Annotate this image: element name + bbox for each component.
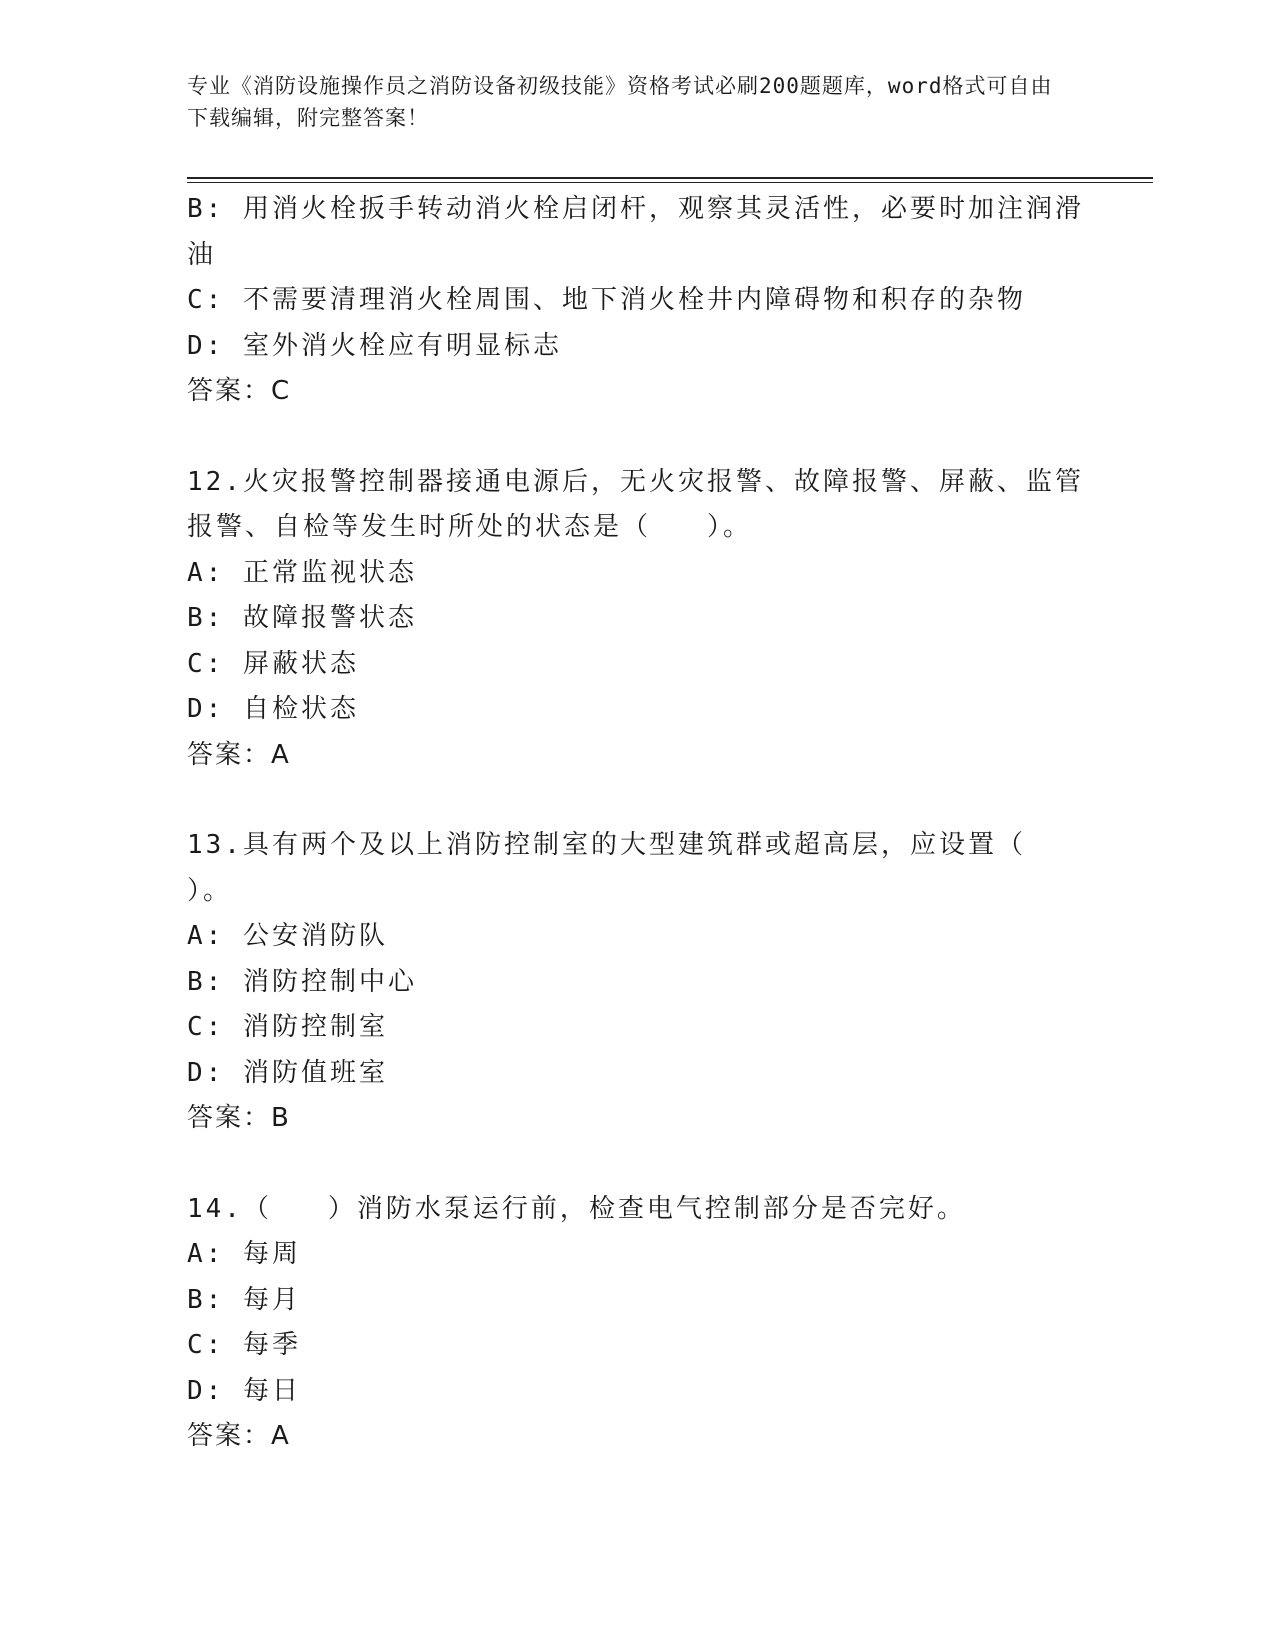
option-b: B: 消防控制中心 — [187, 966, 417, 997]
header-divider-thin — [187, 182, 1153, 183]
question-14 — [187, 1187, 1087, 1460]
spacer — [187, 778, 1087, 823]
option-c: C: 消防控制室 — [187, 1012, 388, 1042]
spacer — [187, 1142, 1087, 1187]
question-stem: 13.具有两个及以上消防控制室的大型建筑群或超高层，应设置（ ）。 — [187, 830, 1082, 906]
option-b: B: 故障报警状态 — [187, 603, 417, 633]
answer-label: 答案：A — [187, 1421, 291, 1451]
answer-label: 答案：C — [187, 376, 292, 406]
question-list — [187, 187, 1087, 1460]
option-b: B: 用消火栓扳手转动消火栓启闭杆，观察其灵活性，必要时加注润滑油 — [187, 194, 1084, 270]
question-stem: 12.火灾报警控制器接通电源后，无火灾报警、故障报警、屏蔽、监管报警、自检等发生时所处的状态是（ ）。 — [187, 466, 1084, 542]
answer-label: 答案：B — [187, 1103, 291, 1133]
option-d: D: 每日 — [187, 1375, 301, 1406]
option-a: A: 公安消防队 — [187, 921, 388, 951]
option-c: C: 屏蔽状态 — [187, 648, 359, 679]
option-b: B: 每月 — [187, 1284, 301, 1315]
answer-label: 答案：A — [187, 739, 291, 770]
header-divider-thick — [187, 177, 1153, 179]
option-d: D: 自检状态 — [187, 694, 359, 724]
question-stem: 14.（ ）消防水泵运行前，检查电气控制部分是否完好。 — [187, 1193, 966, 1224]
option-c: C: 每季 — [187, 1330, 301, 1360]
document-header — [187, 70, 1067, 134]
option-d: D: 消防值班室 — [187, 1057, 388, 1088]
option-d: D: 室外消火栓应有明显标志 — [187, 330, 562, 361]
question-13 — [187, 823, 1087, 1142]
option-a: A: 正常监视状态 — [187, 557, 417, 588]
question-12 — [187, 460, 1087, 779]
option-a: A: 每周 — [187, 1239, 301, 1269]
spacer — [187, 415, 1087, 460]
question-11-continued — [187, 187, 1087, 415]
header-text: 专业《消防设施操作员之消防设备初级技能》资格考试必刷200题题库，word格式可自由下载编辑，附完整答案！ — [187, 74, 1053, 130]
option-c: C: 不需要清理消火栓周围、地下消火栓井内障碍物和积存的杂物 — [187, 285, 1026, 315]
